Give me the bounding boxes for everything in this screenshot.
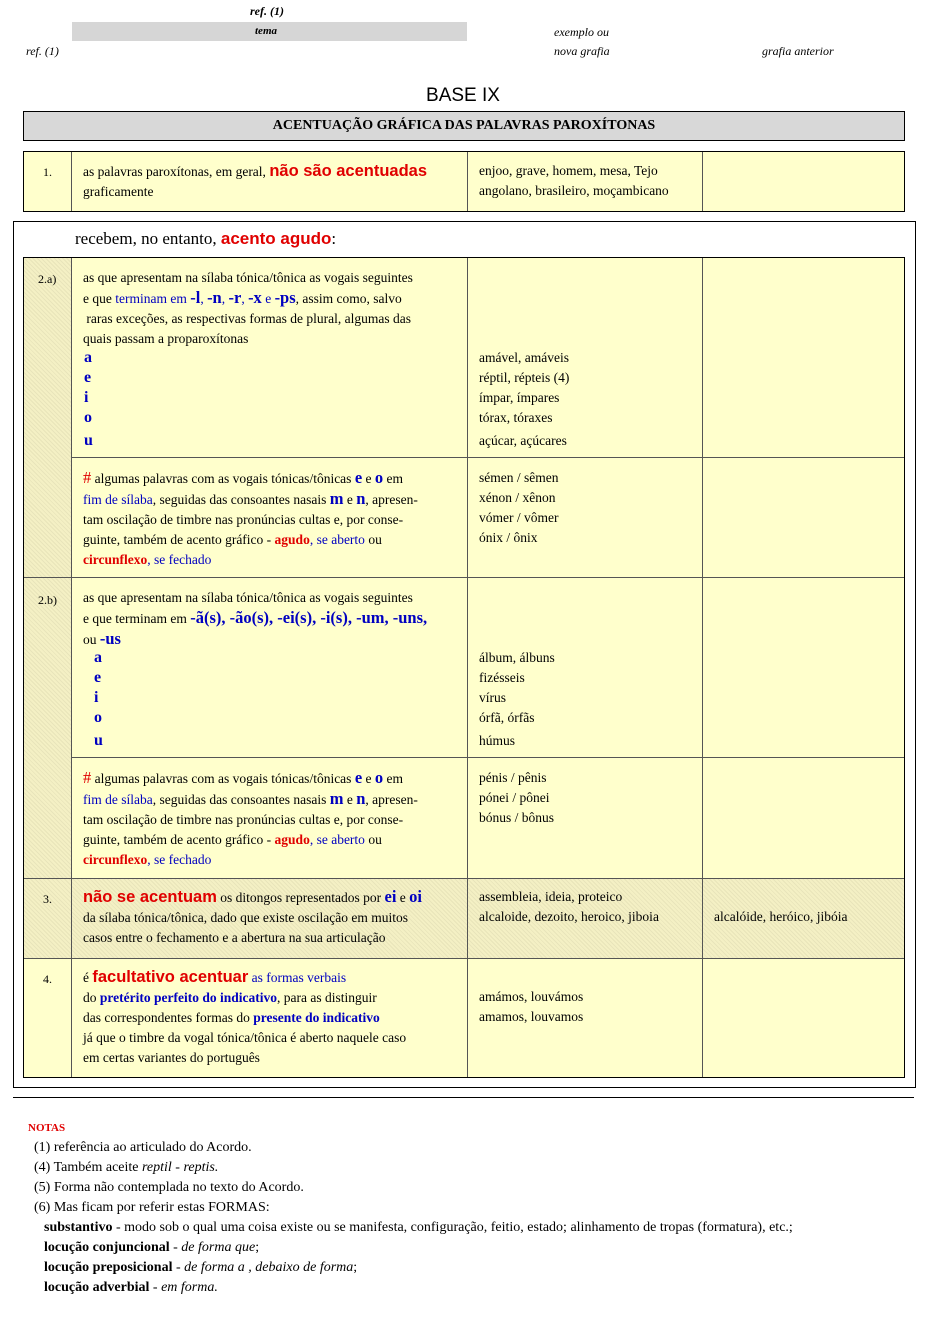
- vowel-i: i: [94, 689, 99, 706]
- note-b-example: pónei / pônei: [479, 790, 550, 805]
- note-b-vowel-e: e: [354, 768, 363, 787]
- row-4-line-5: em certas variantes do português: [83, 1050, 260, 1065]
- note-b-agudo: agudo: [274, 832, 310, 847]
- note-b-line-4a: guinte, também de acento gráfico -: [83, 832, 272, 847]
- row-2b-line-3a: ou: [83, 632, 97, 647]
- row-3-line-3: casos entre o fechamento e a abertura na sua articulação: [83, 930, 386, 945]
- ending-us: -us: [99, 629, 121, 648]
- ending-r: -r: [228, 288, 242, 307]
- vowel-e: e: [84, 369, 92, 386]
- notes-list: [34, 1138, 304, 1218]
- note-b-line-3: tam oscilação de timbre nas pronúncias cultas e, por conse-: [83, 812, 404, 827]
- row-3-line-1a: os ditongos representados por: [220, 890, 382, 905]
- row-4-number: 4.: [43, 972, 52, 986]
- row-4-examples: [479, 987, 583, 1027]
- row-4-line-3a: das correspondentes formas do: [83, 1010, 250, 1025]
- intro-text-red: acento agudo: [220, 229, 332, 248]
- exemplo-label-2: nova grafia: [554, 44, 610, 58]
- row-2b-example: órfã, órfãs: [479, 710, 535, 725]
- note-a-vowel-o: o: [374, 468, 384, 487]
- note-b-example: bónus / bônus: [479, 810, 555, 825]
- row-4-line-2b: , para as distinguir: [276, 990, 377, 1005]
- note-b-se-fechado: , se fechado: [147, 852, 212, 867]
- note-5: (5) Forma não contemplada no texto do Acordo.: [34, 1180, 304, 1195]
- row-2b-example: húmus: [479, 733, 516, 748]
- note-b-line-2a: , seguidas das consoantes nasais: [152, 792, 327, 807]
- ending-ps: -ps: [274, 288, 296, 307]
- note-a-line-2-blue: fim de sílaba: [83, 492, 153, 507]
- notes-forms: [44, 1218, 914, 1298]
- note-b-and: e: [365, 771, 372, 786]
- note-a-line-2a: , seguidas das consoantes nasais: [152, 492, 327, 507]
- row-2a-number: 2.a): [38, 272, 57, 286]
- ending-l: -l: [190, 288, 201, 307]
- grafia-anterior-label: grafia anterior: [762, 44, 834, 58]
- row-4-text: [83, 967, 467, 1068]
- form-locucao-preposicional: locução preposicional: [44, 1260, 173, 1275]
- dash: -: [173, 1240, 178, 1255]
- row-2b-number: 2.b): [38, 593, 57, 607]
- row-4-example-1: amámos, louvámos: [479, 989, 584, 1004]
- row-1-number: 1.: [43, 165, 52, 179]
- row-2a-vowels: [84, 348, 93, 451]
- row-2a-example: açúcar, açúcares: [479, 433, 567, 448]
- note-a-se-aberto: , se aberto: [309, 532, 365, 547]
- rules-table: [23, 257, 905, 1078]
- note-a-example: xénon / xênon: [479, 490, 556, 505]
- intro-text-b: :: [331, 229, 337, 248]
- row-2a-line-4: quais passam a proparoxítonas: [83, 331, 249, 346]
- exemplo-label-1: exemplo ou: [554, 25, 609, 39]
- row-2a-line-2-e: e: [265, 291, 272, 306]
- row-4-line-4: já que o timbre da vogal tónica/tônica é aberto naquele caso: [83, 1030, 407, 1045]
- form-adverbial-example: em forma.: [161, 1280, 218, 1295]
- row-4-red: facultativo acentuar: [92, 968, 249, 986]
- row-3-example-2: alcaloide, dezoito, heroico, jiboia: [479, 909, 659, 924]
- vowel-e: e: [94, 669, 102, 686]
- row-4-line-1a: é: [83, 970, 89, 985]
- note-a-and-2: e: [346, 492, 353, 507]
- row-2b-line-2a: e que terminam em: [83, 611, 187, 626]
- row-2b-line-1: as que apresentam na sílaba tónica/tônica as vogais seguintes: [83, 590, 413, 605]
- note-b-example: pénis / pênis: [479, 770, 547, 785]
- vowel-a: a: [84, 349, 92, 366]
- row-2a-examples: [479, 348, 569, 451]
- ending-x: -x: [248, 288, 262, 307]
- row-1: [23, 151, 905, 212]
- row-3-line-2: da sílaba tónica/tônica, dado que existe oscilação em muitos: [83, 910, 409, 925]
- base-title: BASE IX: [426, 85, 500, 106]
- note-b-line-2b: , apresen-: [365, 792, 418, 807]
- row-2a-example: amável, amáveis: [479, 350, 569, 365]
- note-b-consonant-n: n: [356, 789, 366, 808]
- row-3-text: [83, 887, 467, 948]
- note-a-consonant-n: n: [356, 489, 366, 508]
- row-4-line-2-blue: pretérito perfeito do indicativo: [99, 990, 277, 1005]
- divider: [13, 1097, 914, 1098]
- row-1-text: [83, 161, 463, 202]
- note-a-line-1b: em: [386, 471, 404, 486]
- row-2a-line-2b: , assim como, salvo: [295, 291, 402, 306]
- note-a-ou: ou: [368, 532, 382, 547]
- note-a-agudo: agudo: [274, 532, 310, 547]
- row-3-examples: [479, 887, 659, 927]
- row-2a-example: réptil, répteis (4): [479, 370, 570, 385]
- tema-bar: [72, 22, 467, 41]
- note-b-consonant-m: m: [329, 789, 344, 808]
- ending-n: -n: [207, 288, 222, 307]
- note-a-line-1a: algumas palavras com as vogais tónicas/tônicas: [94, 471, 352, 486]
- row-4-line-3-blue: presente do indicativo: [253, 1010, 380, 1025]
- tema-label: tema: [255, 25, 277, 37]
- row-2a-line-3: raras exceções, as respectivas formas de plural, algumas das: [86, 311, 411, 326]
- vowel-a: a: [94, 649, 102, 666]
- row-2b-examples: [479, 648, 555, 751]
- note-a-line-2b: , apresen-: [365, 492, 418, 507]
- note-a-text: [83, 468, 463, 570]
- row-1-examples: [479, 161, 669, 201]
- note-b-se-aberto: , se aberto: [309, 832, 365, 847]
- note-b-vowel-o: o: [374, 768, 384, 787]
- note-b-text: [83, 768, 463, 870]
- note-a-line-4a: guinte, também de acento gráfico -: [83, 532, 272, 547]
- note-a-and: e: [365, 471, 372, 486]
- note-a-circunflexo: circunflexo: [83, 552, 148, 567]
- note-a-line-3: tam oscilação de timbre nas pronúncias cultas e, por conse-: [83, 512, 404, 527]
- form-preposicional-example: de forma a , debaixo de forma: [184, 1260, 354, 1275]
- row-2b-example: álbum, álbuns: [479, 650, 555, 665]
- vowel-o: o: [84, 409, 92, 426]
- row-3-ditongo-ei: ei: [384, 887, 397, 906]
- semicolon: ;: [353, 1260, 358, 1275]
- note-b-line-1b: em: [386, 771, 404, 786]
- row-4-line-2a: do: [83, 990, 97, 1005]
- note-a-consonant-m: m: [329, 489, 344, 508]
- dash: -: [152, 1280, 158, 1295]
- note-4-italic: reptil - reptis.: [142, 1160, 219, 1175]
- row-2a-line-2a: e que: [83, 291, 112, 306]
- row-1-text-a: as palavras paroxítonas, em geral,: [83, 164, 266, 179]
- section-title: ACENTUAÇÃO GRÁFICA DAS PALAVRAS PAROXÍTONAS: [23, 111, 905, 141]
- row-2a-text: as que apresentam na sílaba tónica/tônica as vogais seguintes e que terminam em -l, -n, -r, -x e -ps, assim como, salvo raras exceções, as respectivas formas de plural, algumas das quais passam a proparoxítonas: [83, 270, 413, 346]
- row-2b-text: [83, 588, 467, 650]
- row-2a-example: tórax, tóraxes: [479, 410, 553, 425]
- note-6: (6) Mas ficam por referir estas FORMAS:: [34, 1200, 270, 1215]
- note-b-ou: ou: [368, 832, 382, 847]
- note-a-example: ónix / ônix: [479, 530, 538, 545]
- row-1-text-b: graficamente: [83, 184, 154, 199]
- intro-text-a: recebem, no entanto,: [75, 229, 217, 248]
- note-b-hash: #: [83, 768, 92, 787]
- note-4: (4) Também aceite: [34, 1160, 139, 1175]
- row-3-previous: alcalóide, heróico, jibóia: [714, 909, 848, 924]
- note-b-line-2-blue: fim de sílaba: [83, 792, 153, 807]
- note-a-examples: [479, 468, 558, 548]
- row-3-and: e: [399, 890, 406, 905]
- row-3-ditongo-oi: oi: [409, 887, 423, 906]
- form-locucao-adverbial: locução adverbial: [44, 1280, 150, 1295]
- note-a-hash: #: [83, 468, 92, 487]
- row-3-example-1: assembleia, ideia, proteico: [479, 889, 623, 904]
- row-2a-line-2-blue: terminam em: [115, 291, 187, 306]
- row-2a-line-1: as que apresentam na sílaba tónica/tônica as vogais seguintes: [83, 270, 413, 285]
- note-a-vowel-e: e: [354, 468, 363, 487]
- vowel-u: u: [84, 432, 93, 449]
- ref-left: ref. (1): [26, 44, 59, 58]
- note-a-example: sémen / sêmen: [479, 470, 559, 485]
- dash: -: [175, 1260, 181, 1275]
- row-2b-example: vírus: [479, 690, 506, 705]
- note-a-example: vómer / vômer: [479, 510, 559, 525]
- row-2b-endings: -ã(s), -ão(s), -ei(s), -i(s), -um, -uns,: [190, 608, 428, 627]
- vowel-o: o: [94, 709, 102, 726]
- ref-top: ref. (1): [250, 4, 284, 18]
- row-2b-vowels: [94, 648, 103, 751]
- row-1-text-red: não são acentuadas: [269, 162, 428, 180]
- row-4-line-1-blue: as formas verbais: [251, 970, 347, 985]
- row-1-example-1: enjoo, grave, homem, mesa, Tejo: [479, 163, 658, 178]
- note-b-and-2: e: [346, 792, 353, 807]
- notes-title: NOTAS: [28, 1122, 66, 1134]
- row-3-number: 3.: [43, 892, 52, 906]
- note-a-se-fechado: , se fechado: [147, 552, 212, 567]
- form-substantivo: substantivo: [44, 1220, 113, 1235]
- vowel-u: u: [94, 732, 103, 749]
- form-conjuncional-example: de forma que: [181, 1240, 256, 1255]
- row-2b-example: fizésseis: [479, 670, 525, 685]
- vowel-i: i: [84, 389, 89, 406]
- form-substantivo-def: - modo sob o qual uma coisa existe ou se manifesta, configuração, feitio, estado; alinhamento de tropas (formatura), etc.;: [115, 1220, 793, 1235]
- row-3-red: não se acentuam: [83, 888, 217, 906]
- note-1: (1) referência ao articulado do Acordo.: [34, 1140, 252, 1155]
- note-b-line-1a: algumas palavras com as vogais tónicas/tônicas: [94, 771, 352, 786]
- note-b-examples: [479, 768, 554, 828]
- row-1-example-2: angolano, brasileiro, moçambicano: [479, 183, 669, 198]
- row-2a-example: ímpar, ímpares: [479, 390, 560, 405]
- note-b-circunflexo: circunflexo: [83, 852, 148, 867]
- row-4-example-2: amamos, louvamos: [479, 1009, 584, 1024]
- form-locucao-conjuncional: locução conjuncional: [44, 1240, 170, 1255]
- semicolon: ;: [255, 1240, 260, 1255]
- intro-text: [75, 229, 336, 249]
